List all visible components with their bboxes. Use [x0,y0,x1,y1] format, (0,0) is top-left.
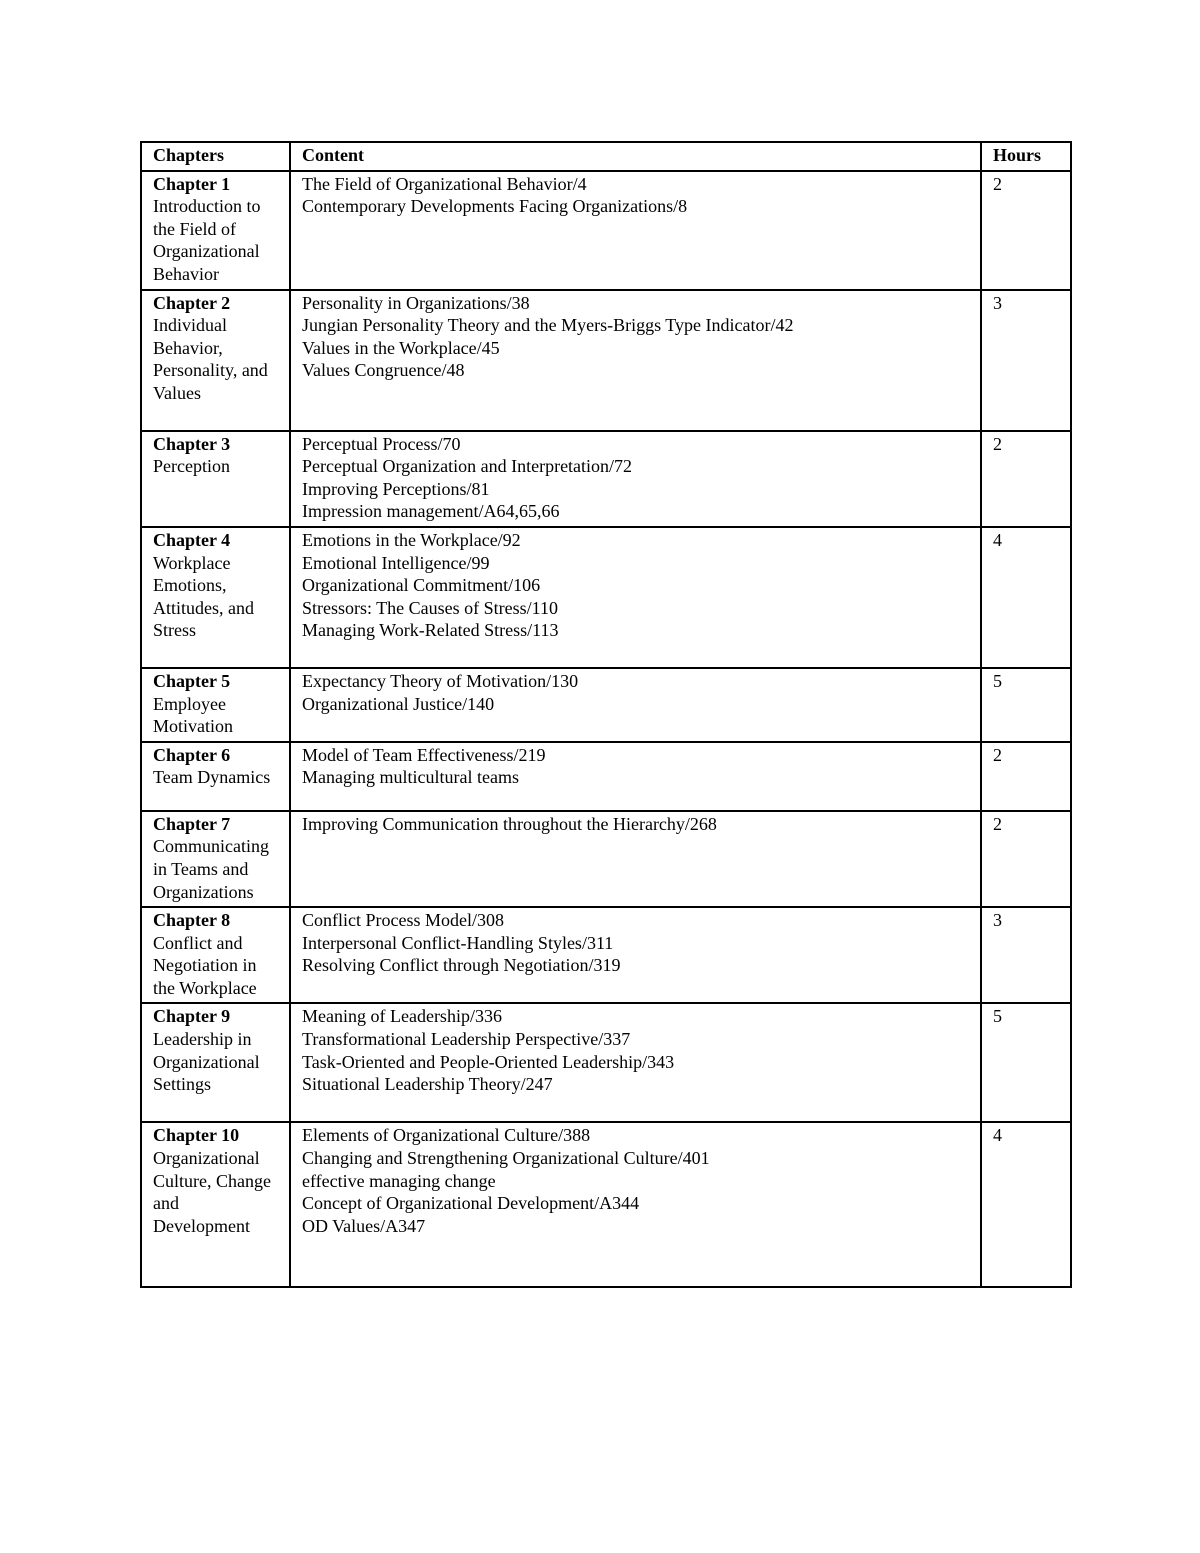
table-row [141,907,1071,1003]
header-chapters: Chapters [141,142,290,171]
hours-value: 3 [993,292,1002,313]
topic-item: Managing multicultural teams [302,767,519,788]
chapter-cell [141,811,290,907]
table-row [141,811,1071,907]
chapter-title: Organizational Culture, Change and Development [153,1148,271,1236]
content-cell [290,907,981,1003]
table-row [141,1003,1071,1122]
chapter-title: Perception [153,456,230,477]
content-cell [290,1003,981,1122]
hours-cell [981,290,1071,431]
table-row [141,527,1071,668]
hours-cell [981,1003,1071,1122]
hours-value: 3 [993,910,1002,931]
chapter-title: Employee Motivation [153,693,233,737]
hours-cell [981,431,1071,527]
table-row [141,171,1071,290]
content-cell [290,742,981,811]
topic-item: Perceptual Organization and Interpretation/72 [302,456,633,477]
header-content: Content [290,142,981,171]
chapter-number: Chapter 8 [153,910,231,931]
topic-item: Conflict Process Model/308 [302,910,504,931]
topic-item: Impression management/A64,65,66 [302,501,560,522]
hours-cell [981,527,1071,668]
topic-item: Changing and Strengthening Organizational Culture/401 [302,1148,710,1169]
chapter-title: Individual Behavior, Personality, and Values [153,315,268,403]
content-cell [290,527,981,668]
chapter-number: Chapter 2 [153,292,231,313]
topic-item: Emotions in the Workplace/92 [302,529,521,550]
chapter-number: Chapter 4 [153,529,231,550]
chapter-number: Chapter 5 [153,670,231,691]
table-row [141,290,1071,431]
chapter-title: Workplace Emotions, Attitudes, and Stress [153,552,254,641]
topic-item: Values in the Workplace/45 [302,337,500,358]
hours-value: 2 [993,744,1002,765]
content-cell [290,811,981,907]
topic-item: Resolving Conflict through Negotiation/319 [302,955,621,976]
chapter-number: Chapter 1 [153,173,231,194]
chapter-title: Conflict and Negotiation in the Workplace [153,932,257,998]
content-cell [290,290,981,431]
chapter-title: Introduction to the Field of Organizational Behavior [153,196,261,284]
chapter-cell [141,527,290,668]
hours-value: 4 [993,529,1002,550]
chapter-cell [141,668,290,742]
table-row [141,1122,1071,1287]
content-cell [290,431,981,527]
hours-cell [981,742,1071,811]
topic-item: OD Values/A347 [302,1215,426,1236]
table-body [141,171,1071,1288]
content-cell [290,1122,981,1287]
hours-value: 2 [993,173,1002,194]
hours-value: 5 [993,1006,1002,1027]
syllabus-table [140,141,1072,1288]
hours-value: 2 [993,813,1002,834]
topic-item: effective managing change [302,1170,496,1191]
topic-item: The Field of Organizational Behavior/4 [302,173,587,194]
chapter-cell [141,290,290,431]
hours-cell [981,811,1071,907]
content-cell [290,668,981,742]
header-hours: Hours [981,142,1071,171]
topic-item: Stressors: The Causes of Stress/110 [302,597,558,618]
table-row [141,668,1071,742]
topic-item: Task-Oriented and People-Oriented Leadership/343 [302,1051,675,1072]
chapter-title: Team Dynamics [153,767,271,788]
chapter-number: Chapter 10 [153,1125,240,1146]
topic-item: Perceptual Process/70 [302,433,461,454]
chapter-number: Chapter 3 [153,433,231,454]
topic-item: Meaning of Leadership/336 [302,1006,502,1027]
hours-cell [981,907,1071,1003]
chapter-title: Leadership in Organizational Settings [153,1029,260,1095]
chapter-cell [141,171,290,290]
hours-cell [981,1122,1071,1287]
topic-item: Managing Work-Related Stress/113 [302,620,559,641]
table-row [141,742,1071,811]
topic-item: Elements of Organizational Culture/388 [302,1125,591,1146]
topic-item: Situational Leadership Theory/247 [302,1074,553,1095]
topic-item: Expectancy Theory of Motivation/130 [302,670,579,691]
topic-item: Model of Team Effectiveness/219 [302,744,546,765]
topic-item: Emotional Intelligence/99 [302,552,490,573]
chapter-number: Chapter 9 [153,1006,231,1027]
content-cell [290,171,981,290]
topic-item: Transformational Leadership Perspective/337 [302,1029,631,1050]
chapter-title: Communicating in Teams and Organizations [153,836,269,902]
hours-value: 2 [993,433,1002,454]
hours-cell [981,171,1071,290]
chapter-cell [141,742,290,811]
table-row [141,431,1071,527]
topic-item: Jungian Personality Theory and the Myers-Briggs Type Indicator/42 [302,315,794,336]
topic-item: Concept of Organizational Development/A344 [302,1193,640,1214]
topic-item: Interpersonal Conflict-Handling Styles/311 [302,932,614,953]
hours-value: 4 [993,1125,1002,1146]
topic-item: Improving Perceptions/81 [302,478,490,499]
topic-item: Organizational Commitment/106 [302,575,541,596]
table-header [141,142,1071,171]
chapter-cell [141,1003,290,1122]
chapter-number: Chapter 7 [153,813,231,834]
topic-item: Contemporary Developments Facing Organizations/8 [302,196,688,217]
header-row [141,142,1071,171]
chapter-cell [141,431,290,527]
chapter-number: Chapter 6 [153,744,231,765]
topic-item: Values Congruence/48 [302,360,465,381]
topic-item: Personality in Organizations/38 [302,292,530,313]
chapter-cell [141,907,290,1003]
chapter-cell [141,1122,290,1287]
topic-item: Organizational Justice/140 [302,693,495,714]
hours-value: 5 [993,670,1002,691]
topic-item: Improving Communication throughout the Hierarchy/268 [302,813,717,834]
hours-cell [981,668,1071,742]
